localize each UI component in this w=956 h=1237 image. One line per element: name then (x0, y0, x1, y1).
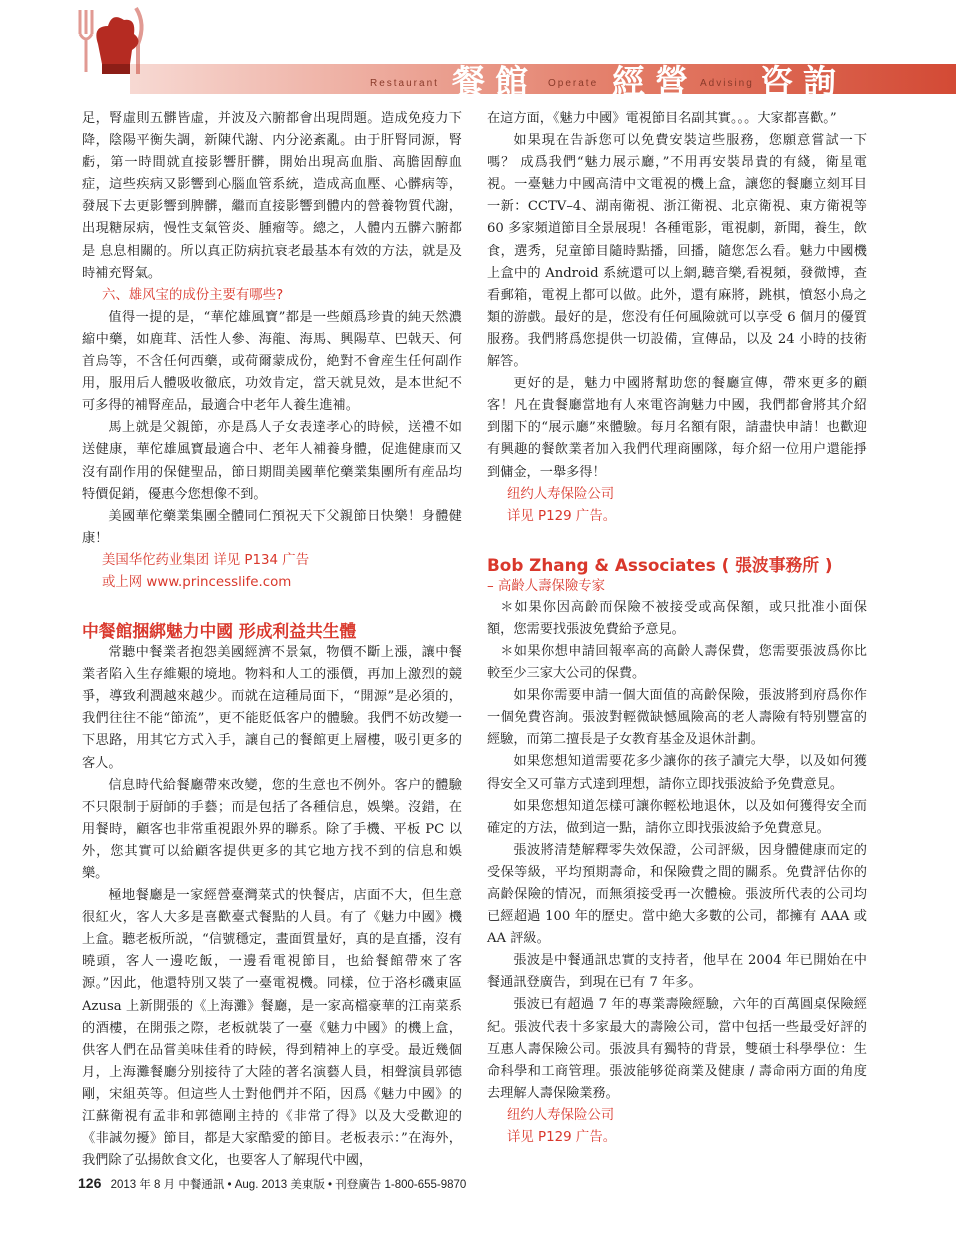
right-paragraph-7: 如果您想知道需要花多少讓你的孩子讀完大學，以及如何獲得安全又可靠方式達到理想，請你立即找張波給予免費意見。 (487, 754, 867, 792)
left-paragraph-3: 馬上就是父親節，亦是爲人子女表達孝心的時候，送禮不如送健康，華佗雄風寶最適合中、老年人補養身體，促進健康而又沒有副作用的保健聖品，節日期間美國華佗藥業集團所有産品均特價促銷，優惠今您想像不到。 (82, 420, 462, 502)
left-paragraph-7: 極地餐廳是一家經營臺灣菜式的快餐店，店面不大，但生意很紅火，客人大多是喜歡臺式餐點的人員。有了《魅力中國》機上盒。聽老板所説，“信號穩定，畫面質量好，真的是直播，沒有曉頭，客人一邊吃飯，一邊看電視節目，也給餐館帶來了客源。”因此，他還特別又裝了一臺電視機。同樣，位于洛杉磯東區 Azusa 上新開張的《上海灘》餐廳，是一家高檔豪華的江南菜系的酒樓，在開張之際，老板就裝了一臺《魅力中國》的機上盒，供客人們在品嘗美味佳肴的時候，得到精神上的享受。最近幾個月，上海灘餐廳分别接待了大陸的著名演藝人員，相聲演員郭德剛，宋組英等。但這些人士對他們并不陌，因爲《魅力中國》的江蘇衛視有孟非和郭德剛主持的《非常了得》以及大受歡迎的《非誠勿擾》節目，都是大家酷愛的節目。老板表示：”在海外，我們除了弘揚飲食文化，也要客人了解現代中國， (82, 888, 462, 1169)
right-paragraph-1: 在這方面，《魅力中國》電視節目名副其實。。。大家都喜歡。” (487, 111, 837, 126)
left-column (82, 108, 462, 1172)
right-paragraph-8: 如果您想知道怎樣可讓你輕松地退休，以及如何獲得安全而確定的方法，做到這一點，請你立即找張波給予免費意見。 (487, 798, 867, 836)
ad-link-princesslife[interactable]: 或上网 www.princesslife.com (102, 574, 292, 590)
page-number: 126 (78, 1175, 102, 1191)
header-word-restaurant: Restaurant (370, 78, 439, 89)
left-paragraph-6: 信息時代給餐廳帶來改變，您的生意也不例外。客户的體驗不只限制于厨師的手藝；而是包括了各種信息，娛樂。沒錯，在用餐時，顧客也非常重視跟外界的聯系。除了手機、平板 PC 以外，您其實可以給顧客提供更多的其它地方找不到的信息和娛樂。 (82, 777, 462, 881)
right-paragraph-4: ＊如果你因高齡而保險不被接受或高保額，或只批准小面保額，您需要找張波免費給予意見。 (487, 599, 867, 637)
right-column (487, 108, 867, 1149)
article-title-bob-zhang: Bob Zhang & Associates ( 張波事務所 ) (487, 554, 833, 575)
left-paragraph-2: 值得一提的是，“華佗雄風寶”都是一些頗爲珍貴的純天然濃縮中藥，如鹿茸、活性人參、海龍、海馬、興陽草、巴戟天、何首烏等，不含任何西藥，或荷爾蒙成份，絶對不會産生任何副作用，服用后人體吸收徹底，功效肯定，當天就見效，是本世紀不可多得的補腎産品，最適合中老年人養生進補。 (82, 309, 462, 414)
left-paragraph-5: 常聽中餐業者抱怨美國經濟不景氣，物價不斷上漲，讓中餐業者陷入生存維艱的境地。物料和人工的漲價，再加上激烈的競爭，導致利潤越來越少。而就在這種局面下，“開源”是必須的，我們往往不能“節流”，更不能貶低客户的體驗。我們不妨改變一下思路，用其它方式入手，讓自己的餐館更上層樓，吸引更多的客人。 (82, 645, 462, 771)
ad-reference-p129: 详见 P129 广告。 (507, 1130, 617, 1146)
article-title-restaurant: 中餐館捆綁魅力中國 形成利益共生體 (82, 621, 357, 642)
right-paragraph-9: 張波將清楚解釋零失效保證，公司評級，因身體健康而定的受保等級，平均預期壽命，和保險費之間的關系。免費評估你的高齡保險的情况，而無須接受再一次體檢。張波所代表的公司均已經超過 100 年的歷史。當中絶大多數的公司，都擁有 AAA 或 AA 評級。 (487, 842, 867, 947)
left-paragraph-1: 足，腎虛則五髒皆虛，并波及六腑都會出現問題。造成免疫力下降，陰陽平衡失調，新陳代謝、内分泌紊亂。由于肝腎同源，腎虧，第一時間就直接影響肝髒，開始出現高血脂、高膽固醇血症，這些疾病又影響到心腦血管系統，造成高血壓、心髒病等，發展下去更影響到脾髒，繼而直接影響到體内的營養物質代謝，出現糖尿病，慢性支氣管炎、腫瘤等。總之，人體内五髒六腑都 是 息息相關的。所以真正防病抗衰老最基本有效的方法，就是及時補充腎氣。 (82, 111, 462, 281)
right-paragraph-10: 張波是中餐通訊忠實的支持者，他早在 2004 年已開始在中餐通訊登廣告，到現在已有 7 年多。 (487, 953, 867, 991)
article-subtitle: – 高齡人壽保險专家 (487, 578, 606, 594)
right-paragraph-5: ＊如果你想申請回報率高的高齡人壽保費，您需要張波爲你比較至少三家大公司的保費。 (487, 643, 867, 682)
right-paragraph-11: 張波已有超過 7 年的專業壽險經驗，六年的百萬圓桌保險經紀。張波代表十多家最大的壽險公司，當中包括一些最受好評的互惠人壽保險公司。張波具有獨特的背景，雙碩士科學學位：生命科學和工商管理。張波能够從商業及健康 / 壽命兩方面的角度去理解人壽保險業務。 (487, 997, 867, 1101)
page-header (0, 0, 956, 100)
left-paragraph-4: 美國華佗藥業集團全體同仁預祝天下父親節日快樂！身體健康！ (82, 508, 462, 546)
ad-link-hanyastar[interactable]: 详见 P129 广告。 (507, 508, 617, 524)
header-word-zixun: 咨詢 (760, 62, 846, 101)
header-word-jingying: 經營 (612, 62, 698, 101)
page-footer (78, 1175, 466, 1192)
right-paragraph-2: 如果現在告訴您可以免費安裝這些服務，您願意嘗試一下嗎？ 成爲我們“魅力展示廳，”不用再安裝昂貴的有綫，衛星電視。一臺魅力中國高清中文電視的機上盒，讓您的餐廳立刻耳目一新：CCTV–4、湖南衛視、浙江衛視、北京衛視、東方衛視等 60 多家頻道節目全景展現！各種電影，電視劇，新聞，養生，飲食，選秀，兒童節目隨時點播，回播，隨您怎么看。魅力中國機上盒中的 Android 系統還可以上網,聽音樂,看視頻，發微博，查看郵箱，電視上都可以做。此外，還有麻將，跳棋，憤怒小鳥之類的游戲。最好的是，您没有任何風險就可以享受 6 個月的優質服務。我們將爲您提供一切設備，宣傳品，以及 24 小時的技術解答。 (487, 133, 867, 370)
right-paragraph-6: 如果你需要申請一個大面值的高齡保險，張波將到府爲你作一個免費咨詢。張波對輕微缺憾風險高的老人壽險有特别豐富的經驗，而第二擅長是子女教育基金及退休計劃。 (487, 688, 867, 748)
footer-text: 2013 年 8 月 中餐通訊 • Aug. 2013 美東版 • 刊登廣告 1-800-655-9870 (110, 1179, 467, 1191)
header-word-canguan: 餐館 (452, 62, 538, 101)
section-heading-q6: 六、雄风宝的成份主要有哪些? (102, 287, 284, 303)
chef-hat-utensils-logo (74, 0, 154, 100)
header-word-operate: Operate (548, 78, 599, 89)
right-paragraph-3: 更好的是，魅力中國將幫助您的餐廳宣傳，帶來更多的顧客！凡在貴餐廳當地有人來電咨詢魅力中國，我們都會將其介紹到閣下的“展示廳”來體驗。每月名額有限，請盡快申請！也歡迎有興趣的餐飲業者加入我們代理商團隊，每介紹一位用户還能掙到傭金，一舉多得！ (487, 376, 867, 480)
ad-reference-huatuo: 美国华佗药业集团 详见 P134 广告 (102, 552, 310, 568)
ad-reference-charm-china: 纽约人寿保险公司 (507, 486, 615, 502)
ad-reference-new-york-life: 纽约人寿保险公司 (507, 1107, 615, 1123)
header-word-advising: Advising (700, 78, 754, 89)
